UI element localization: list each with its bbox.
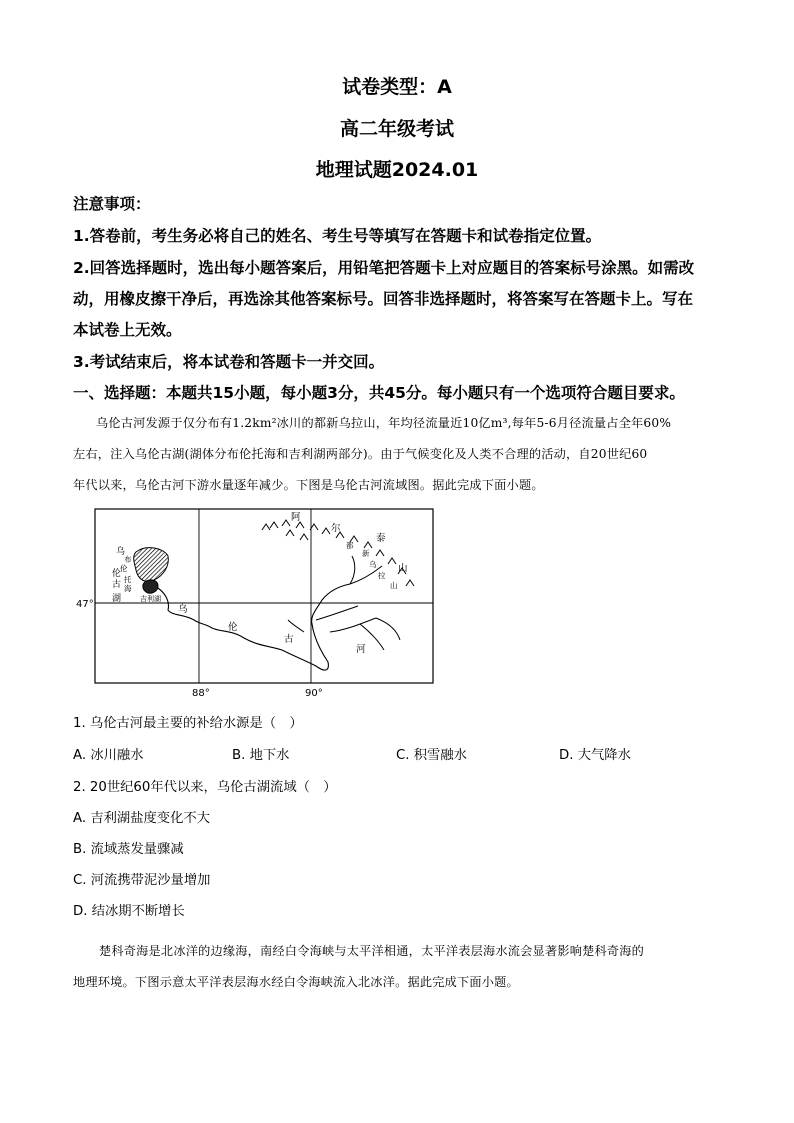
notice-item-2-line-1: 2.回答选择题时，选出每小题答案后，用铅笔把答题卡上对应题目的答案标号涂黑。如需改 (73, 259, 695, 277)
subject-title: 地理试题2024.01 (315, 159, 479, 181)
passage-1-line-3: 年代以来，乌伦古河下游水量逐年减少。下图是乌伦古河流域图。据此完成下面小题。 (73, 478, 544, 492)
mountain-small-char-4: 拉 (378, 571, 386, 580)
river-char-3: 古 (284, 634, 294, 645)
question-2-option-c[interactable]: C. 河流携带泥沙量增加 (73, 873, 211, 888)
exam-name: 高二年级考试 (339, 118, 454, 140)
lon-label-90: 90° (305, 688, 323, 699)
tributary-4 (330, 618, 400, 640)
question-1-option-c[interactable]: C. 积雪融水 (396, 748, 467, 763)
question-2-stem: 2. 20世纪60年代以来，乌伦古湖流域（ ） (73, 780, 337, 795)
question-1-option-b[interactable]: B. 地下水 (232, 748, 290, 763)
mountain-char-2: 尔 (331, 523, 341, 534)
question-2-option-d[interactable]: D. 结冰期不断增长 (73, 904, 185, 919)
lake-part1-char-1: 布 (124, 555, 132, 564)
lake-part1-char-3: 托 (124, 575, 132, 584)
lake-name-char-3: 古 (112, 580, 122, 590)
passage-1-line-1: 乌伦古河发源于仅分布有1.2km²冰川的都新乌拉山，年均径流量近10亿m³,每年5-6月径流量占全年60% (96, 416, 672, 430)
notice-item-2-line-3: 本试卷上无效。 (73, 321, 182, 339)
lake-part1-char-2: 伦 (120, 564, 128, 573)
question-2-option-b[interactable]: B. 流域蒸发量骤减 (73, 842, 184, 857)
river-char-1: 乌 (178, 604, 188, 615)
lake-name-char-1: 乌 (116, 547, 126, 557)
lake-buluntuohai (134, 548, 169, 582)
passage-2-line-1: 楚科奇海是北冰洋的边缘海，南经白令海峡与太平洋相通，太平洋表层海水流会显著影响楚科奇海的 (99, 944, 645, 958)
question-1-option-a[interactable]: A. 冰川融水 (73, 748, 144, 763)
mountain-small-char-2: 新 (362, 549, 370, 558)
mountain-small-char-1: 都 (346, 541, 354, 550)
mountain-small-char-3: 乌 (369, 560, 377, 569)
notice-item-2-line-2: 动，用橡皮擦干净后，再选涂其他答案标号。回答非选择题时，将答案写在答题卡上。写在 (73, 290, 694, 308)
notice-item-1: 1.答卷前，考生务必将自己的姓名、考生号等填写在答题卡和试卷指定位置。 (73, 227, 602, 245)
section-heading: 一、选择题：本题共15小题，每小题3分，共45分。每小题只有一个选项符合题目要求。 (73, 384, 685, 402)
river-basin-map (0, 500, 794, 700)
notice-item-3: 3.考试结束后，将本试卷和答题卡一并交回。 (73, 353, 385, 371)
paper-type: 试卷类型：A (342, 76, 452, 98)
mountain-char-4: 山 (398, 563, 408, 574)
passage-2-line-2: 地理环境。下图示意太平洋表层海水经白令海峡流入北冰洋。据此完成下面小题。 (73, 975, 519, 989)
mountain-char-1: 阿 (291, 512, 301, 523)
lake-part2-label: 吉利湖 (140, 595, 161, 603)
mountain-small-char-5: 山 (390, 581, 398, 590)
lake-jili (143, 580, 158, 593)
tributary-6 (288, 620, 304, 632)
passage-1-line-2: 左右，注入乌伦古湖(湖体分布伦托海和吉利湖两部分)。由于气候变化及人类不合理的活动，自20世纪60 (73, 447, 648, 461)
tributary-3 (316, 606, 358, 620)
question-1-stem: 1. 乌伦古河最主要的补给水源是（ ） (73, 716, 303, 731)
lake-name-char-4: 湖 (112, 594, 122, 604)
main-river (158, 584, 350, 670)
notice-title: 注意事项： (73, 195, 151, 213)
lon-label-88: 88° (192, 688, 210, 699)
lake-part1-char-4: 海 (124, 584, 132, 593)
river-char-4: 河 (356, 644, 366, 655)
question-1-option-d[interactable]: D. 大气降水 (559, 748, 631, 763)
mountain-char-3: 泰 (376, 533, 386, 544)
lat-label: 47° (76, 599, 94, 610)
river-char-2: 伦 (228, 622, 238, 633)
tributary-1 (350, 556, 355, 584)
lake-name-char-2: 伦 (112, 569, 122, 579)
question-2-option-a[interactable]: A. 吉利湖盐度变化不大 (73, 811, 210, 826)
